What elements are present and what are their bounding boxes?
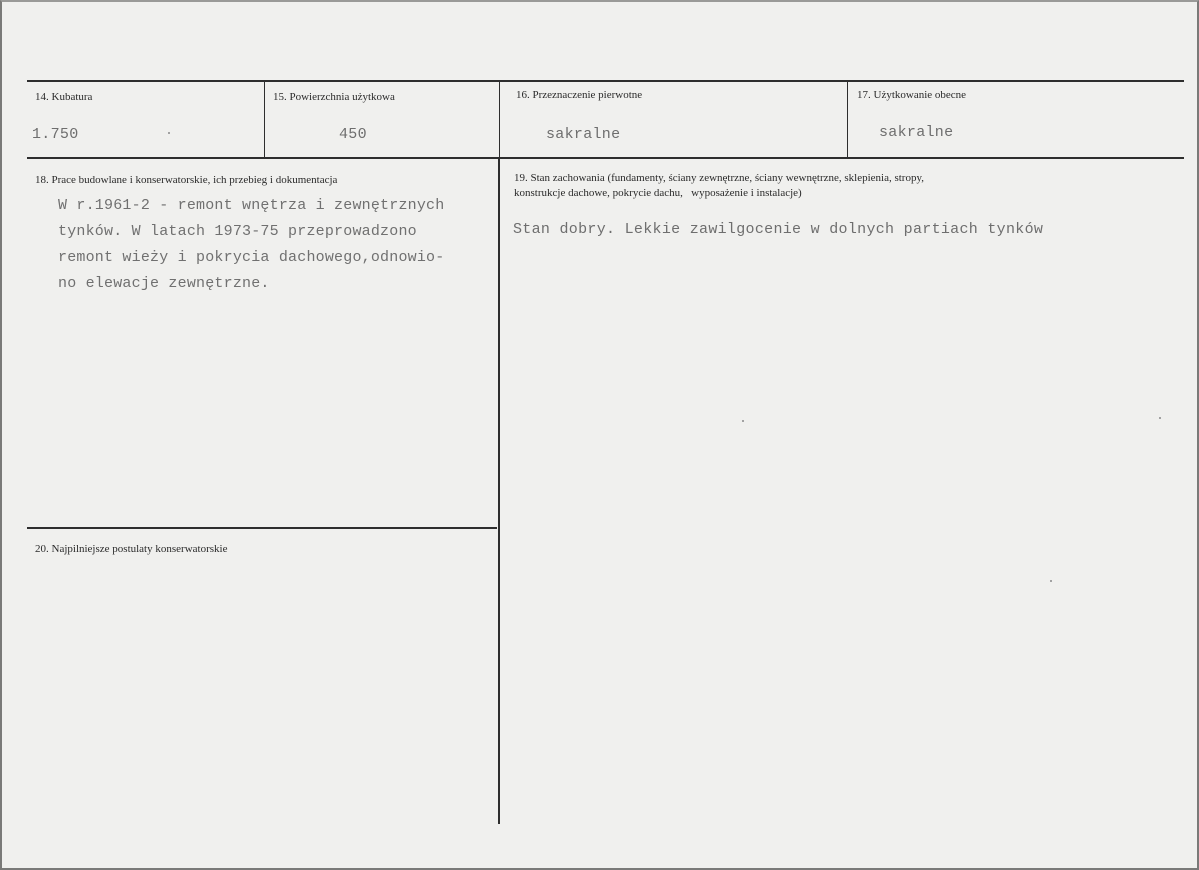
divider-16-17 (847, 82, 848, 158)
field-18-text (58, 193, 444, 297)
field-18-line-2: tynków. W latach 1973-75 przeprowadzono (58, 223, 417, 240)
field-18-line-4: no elewacje zewnętrzne. (58, 275, 270, 292)
paper-speck (1050, 580, 1052, 582)
field-16-value: sakralne (546, 126, 621, 143)
divider-14-15 (264, 82, 265, 158)
paper-speck (168, 132, 170, 134)
field-19-value: Stan dobry. Lekkie zawilgocenie w dolnych partiach tynków (513, 221, 1044, 238)
paper-speck (1159, 417, 1161, 419)
divider-15-16 (499, 82, 500, 158)
row1-bottom-rule (27, 157, 1184, 159)
field-14-value: 1.750 (32, 126, 79, 143)
field-20-label: 20. Najpilniejsze postulaty konserwatorskie (35, 543, 228, 555)
field-19-label-line-1: 19. Stan zachowania (fundamenty, ściany zewnętrzne, ściany wewnętrzne, sklepienia, stropy, (514, 172, 925, 184)
paper-speck (742, 420, 744, 422)
field-17-value: sakralne (879, 124, 954, 141)
field-15-label: 15. Powierzchnia użytkowa (273, 91, 395, 103)
field-16-label: 16. Przeznaczenie pierwotne (516, 89, 643, 101)
field-18-line-3: remont wieży i pokrycia dachowego,odnowio- (58, 249, 445, 266)
top-rule (27, 80, 1184, 82)
field-18-line-1: W r.1961-2 - remont wnętrza i zewnętrznych (58, 197, 445, 214)
field-17-label: 17. Użytkowanie obecne (857, 89, 967, 101)
field-19-label-line-2: konstrukcje dachowe, pokrycie dachu, wyposażenie i instalacje) (514, 187, 802, 199)
section-18-20-rule (27, 527, 497, 529)
field-15-value: 450 (339, 126, 367, 143)
field-14-label: 14. Kubatura (35, 91, 93, 103)
main-column-divider (498, 158, 500, 824)
field-18-label: 18. Prace budowlane i konserwatorskie, ich przebieg i dokumentacja (35, 174, 338, 186)
